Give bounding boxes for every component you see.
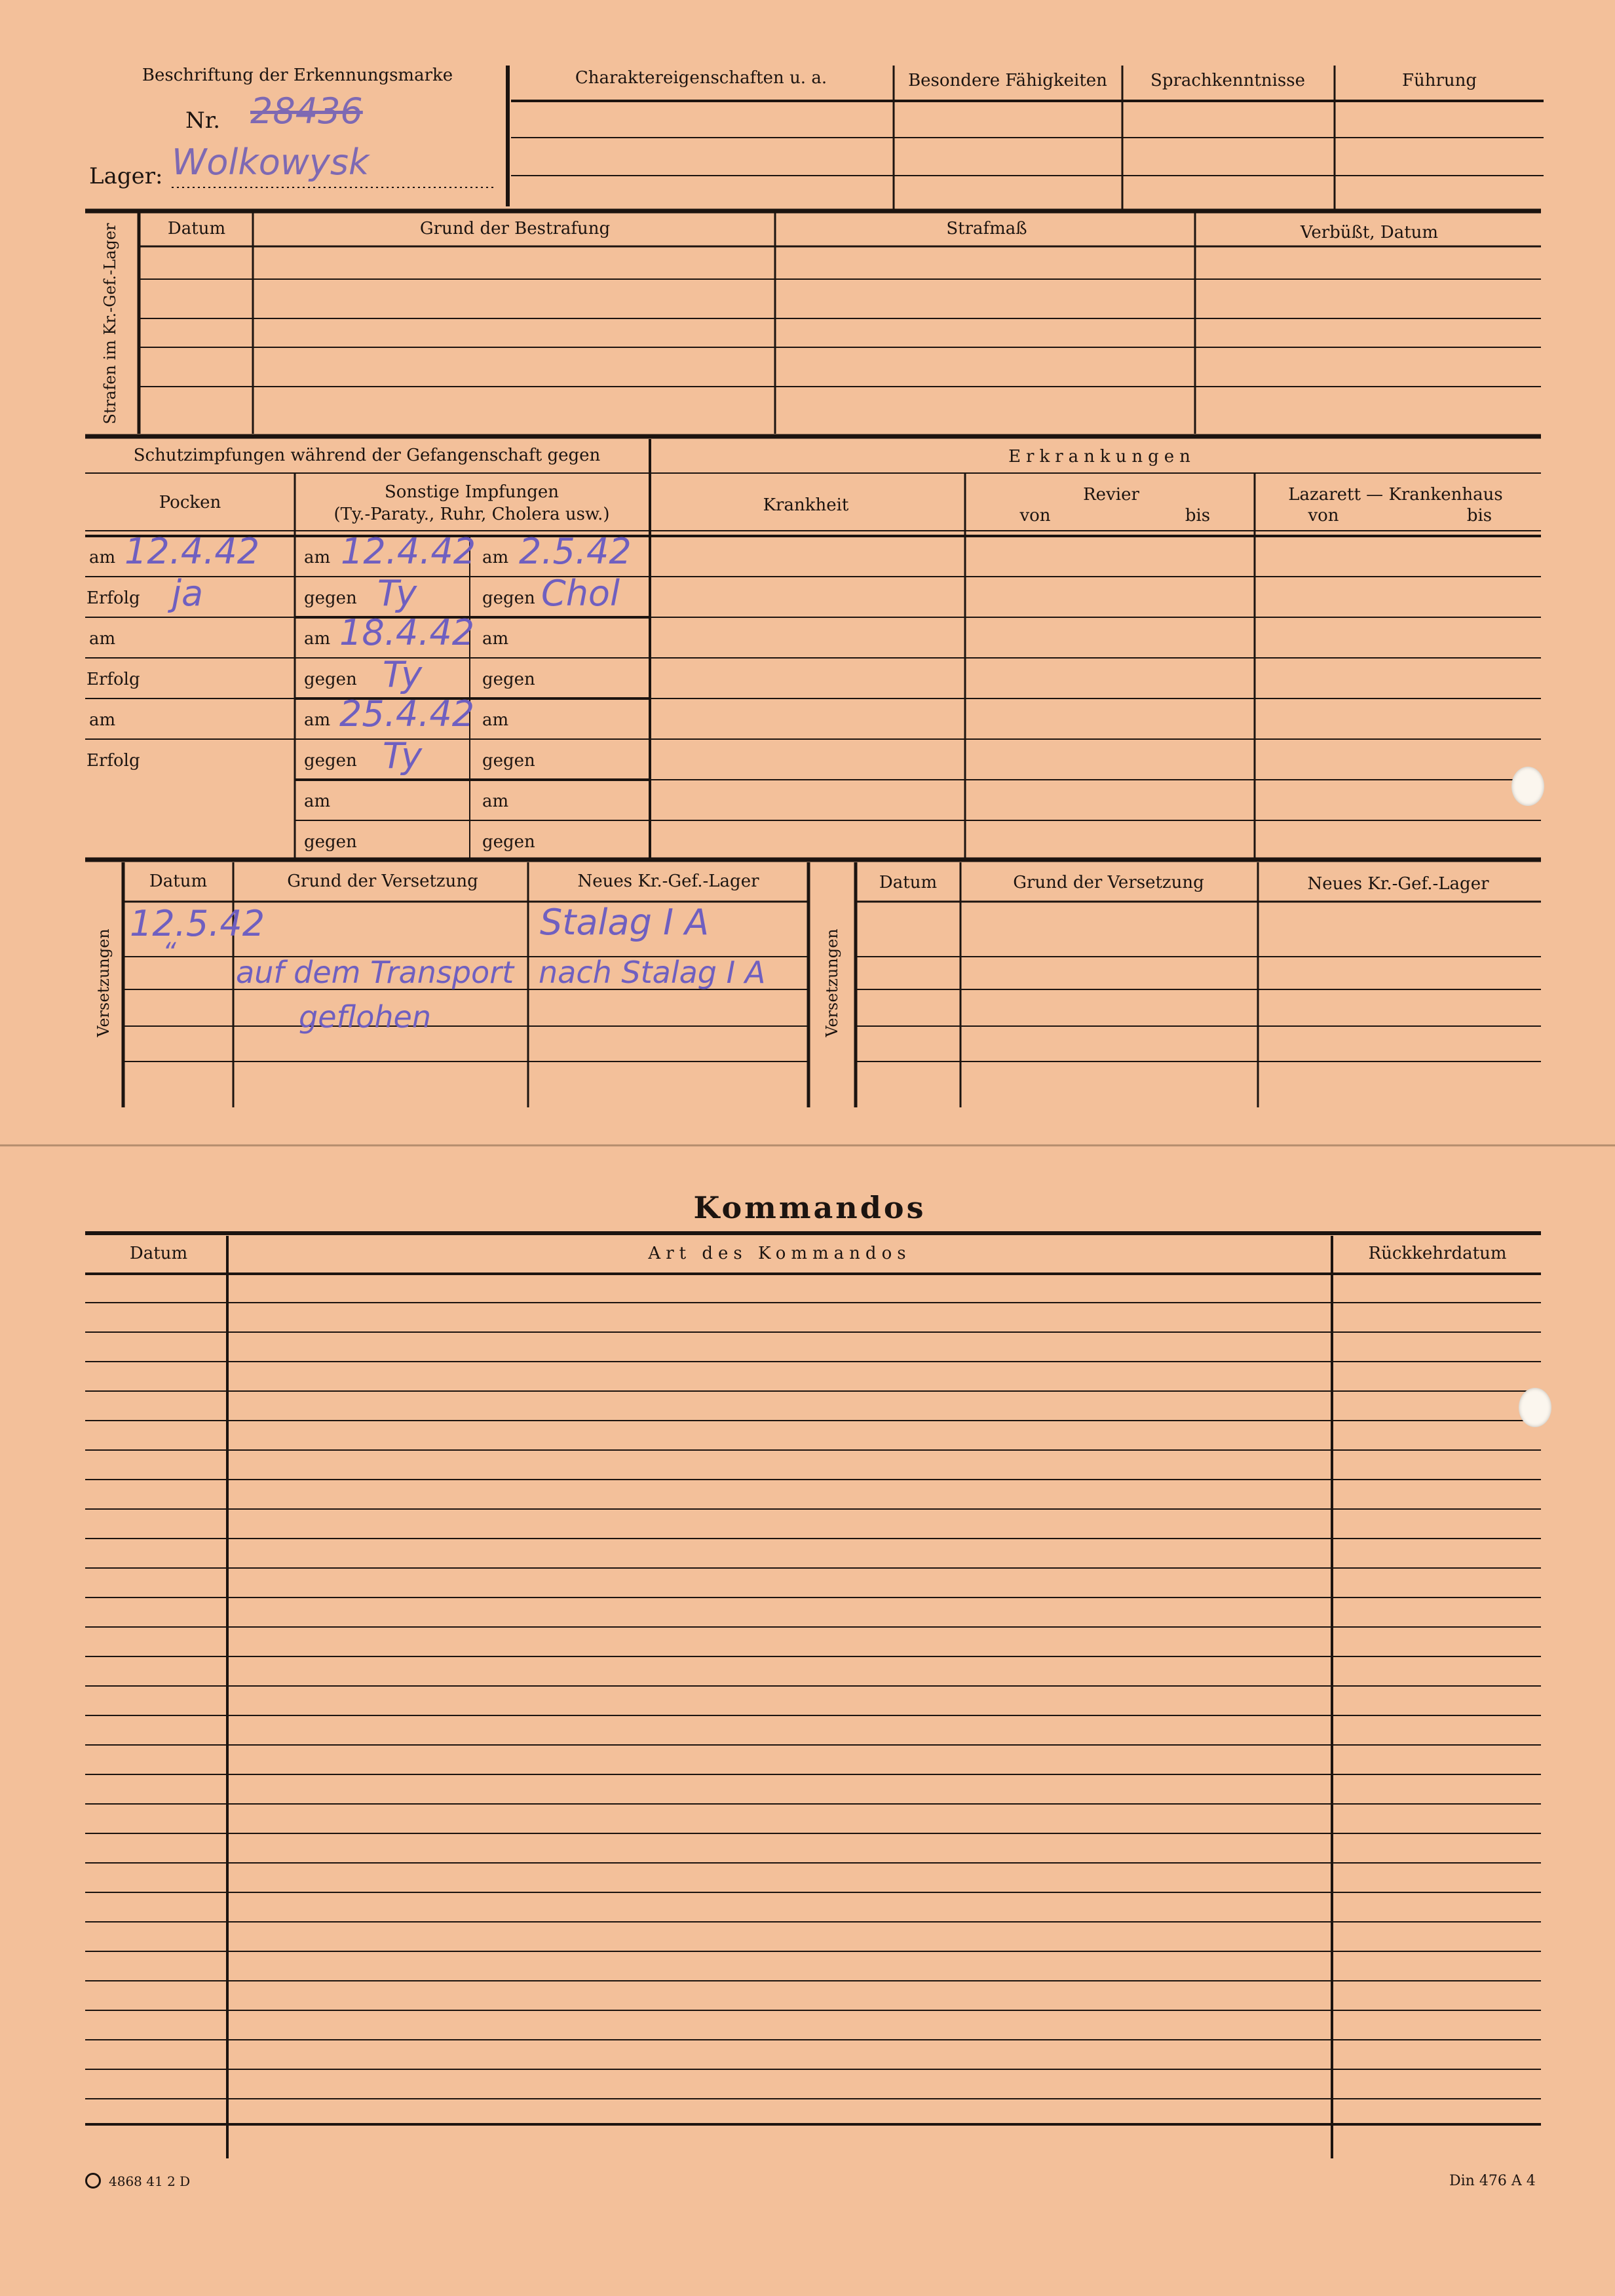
kommandos-title: Kommandos	[693, 1190, 926, 1225]
label-am: am	[89, 548, 116, 567]
lager-value: Wolkowysk	[172, 142, 370, 183]
label-gegen: gegen	[304, 832, 357, 852]
strafen-side-label: Strafen im Kr.-Gef.-Lager	[101, 223, 119, 425]
impf-col-sonstige-sub: (Ty.-Paraty., Ruhr, Cholera usw.)	[333, 505, 610, 524]
vers-col-neues-2: Neues Kr.-Gef.-Lager	[1307, 874, 1489, 894]
kommandos-col-art: Art des Kommandos	[648, 1244, 911, 1263]
label-am: am	[482, 710, 509, 730]
label-am: am	[482, 792, 509, 811]
pocken-erfolg-value: ja	[172, 573, 204, 614]
impf-col-pocken: Pocken	[159, 493, 221, 512]
kommandos-col-datum: Datum	[129, 1244, 188, 1263]
versetzungen-side-label-left: Versetzungen	[94, 928, 113, 1037]
kommandos-col-rueckkehr: Rückkehrdatum	[1368, 1244, 1507, 1263]
col-faehigkeiten: Besondere Fähigkeiten	[908, 71, 1107, 90]
versetzungen-side-label-right: Versetzungen	[823, 928, 841, 1037]
label-am: am	[482, 548, 509, 567]
sonstige-1-gegen: Ty	[377, 573, 417, 614]
punch-hole	[1519, 1388, 1551, 1427]
label-gegen: gegen	[482, 832, 535, 852]
erk-revier-bis: bis	[1185, 506, 1211, 526]
label-am: am	[304, 629, 331, 649]
vers-row1-neues: Stalag I A	[540, 902, 710, 943]
nr-value: 28436	[250, 90, 363, 132]
strafen-col-verbuesst: Verbüßt, Datum	[1300, 223, 1439, 242]
label-gegen: gegen	[482, 751, 535, 771]
label-gegen: gegen	[482, 588, 535, 608]
vers-row2-datum: “	[162, 938, 176, 968]
vers-col-grund: Grund der Versetzung	[287, 871, 478, 891]
sonstige-3-gegen: Ty	[383, 735, 423, 776]
label-gegen: gegen	[304, 588, 357, 608]
erk-revier-von: von	[1019, 506, 1051, 526]
vers-col-neues: Neues Kr.-Gef.-Lager	[577, 871, 759, 891]
sonstige-1b-am: 2.5.42	[519, 531, 632, 572]
label-nr: Nr.	[185, 107, 221, 134]
erk-col-lazarett: Lazarett — Krankenhaus	[1288, 485, 1503, 505]
print-code: 4868 41 2 D	[109, 2173, 191, 2189]
din-format: Din 476 A 4	[1449, 2173, 1536, 2189]
vers-row1-datum: 12.5.42	[130, 903, 265, 944]
erk-lazarett-bis: bis	[1466, 506, 1492, 526]
label-am: am	[304, 792, 331, 811]
vers-row3-grund: geflohen	[299, 999, 431, 1035]
erk-col-krankheit: Krankheit	[763, 495, 849, 515]
vers-col-grund-2: Grund der Versetzung	[1013, 873, 1204, 892]
printer-mark-icon	[85, 2173, 101, 2189]
strafen-col-strafmass: Strafmaß	[946, 219, 1027, 239]
label-am: am	[304, 548, 331, 567]
impf-col-sonstige: Sonstige Impfungen	[384, 482, 560, 502]
erk-lazarett-von: von	[1308, 506, 1339, 526]
label-am: am	[89, 629, 116, 649]
label-gegen: gegen	[304, 670, 357, 689]
pocken-am-value: 12.4.42	[124, 531, 260, 572]
impf-header: Schutzimpfungen während der Gefangenschaft gegen	[133, 446, 601, 465]
label-erfolg: Erfolg	[86, 588, 140, 608]
label-gegen: gegen	[482, 670, 535, 689]
sonstige-3-am: 25.4.42	[339, 693, 475, 735]
vers-col-datum-2: Datum	[879, 873, 938, 892]
erkrankungen-header: Erkrankungen	[1008, 447, 1196, 467]
label-gegen: gegen	[304, 751, 357, 771]
sonstige-1-am: 12.4.42	[341, 531, 476, 572]
vers-col-datum: Datum	[149, 871, 208, 891]
vers-row2-neues: nach Stalag I A	[539, 955, 766, 990]
label-am: am	[304, 710, 331, 730]
strafen-col-grund: Grund der Bestrafung	[419, 219, 611, 239]
label-erfolg: Erfolg	[86, 670, 140, 689]
strafen-col-datum: Datum	[167, 219, 226, 239]
sonstige-2-am: 18.4.42	[339, 612, 475, 653]
col-sprachkenntnisse: Sprachkenntnisse	[1150, 71, 1305, 90]
col-fuehrung: Führung	[1401, 71, 1477, 90]
sonstige-2-gegen: Ty	[383, 654, 423, 695]
col-charaktereigenschaften: Charaktereigenschaften u. a.	[575, 68, 827, 88]
punch-hole	[1511, 767, 1544, 806]
sonstige-1b-gegen: Chol	[541, 573, 620, 614]
label-lager: Lager:	[89, 163, 163, 189]
erk-col-revier: Revier	[1083, 485, 1139, 505]
label-am: am	[89, 710, 116, 730]
label-erfolg: Erfolg	[86, 751, 140, 771]
label-erkennungsmarke: Beschriftung der Erkennungsmarke	[142, 66, 453, 85]
vers-row2-grund: auf dem Transport	[236, 955, 514, 990]
label-am: am	[482, 629, 509, 649]
